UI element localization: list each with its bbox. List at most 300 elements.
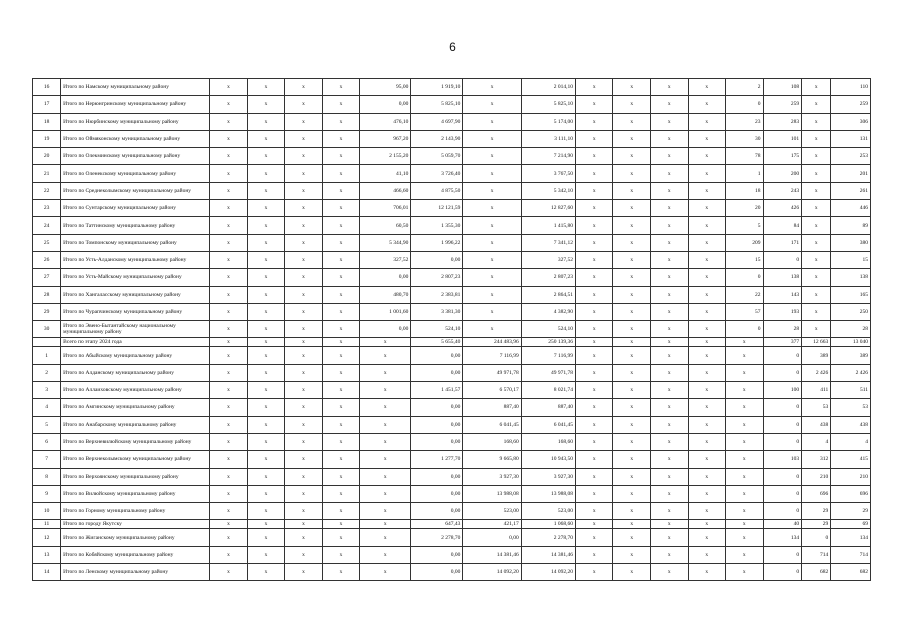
table-cell: 421,17	[463, 520, 521, 529]
district-name: Итого по Амгинскому муниципальному району	[61, 399, 210, 416]
district-name: Итого по Алданскому муниципальному району	[61, 364, 210, 381]
table-cell: x	[210, 217, 248, 234]
table-row	[33, 347, 871, 364]
table-cell: x	[575, 182, 613, 199]
table-cell: x	[575, 364, 613, 381]
table-cell: 480,70	[360, 286, 411, 303]
district-name: Итого по Абыйскому муниципальному району	[61, 347, 210, 364]
table-cell: 696	[802, 485, 831, 502]
table-cell: x	[802, 130, 831, 147]
table-cell: 0,00	[411, 564, 463, 581]
table-cell: 15	[726, 251, 764, 268]
table-cell: x	[247, 347, 285, 364]
table-cell: x	[247, 269, 285, 286]
row-number: 7	[33, 451, 61, 468]
table-cell: x	[613, 251, 651, 268]
table-row	[33, 321, 871, 338]
table-cell: x	[463, 182, 521, 199]
table-cell: x	[613, 433, 651, 450]
table-cell: x	[613, 520, 651, 529]
table-cell: x	[210, 564, 248, 581]
table-cell: x	[575, 251, 613, 268]
table-cell: 250	[831, 303, 871, 320]
table-cell: x	[726, 485, 764, 502]
table-cell: x	[651, 303, 689, 320]
table-cell: x	[726, 338, 764, 347]
table-cell: 0,00	[411, 416, 463, 433]
page-number: 6	[449, 40, 456, 54]
table-cell: x	[688, 217, 726, 234]
table-cell: x	[463, 217, 521, 234]
table-cell: x	[688, 96, 726, 113]
table-cell: 3 726,40	[411, 165, 463, 182]
table-cell: x	[247, 200, 285, 217]
table-cell: 28	[831, 321, 871, 338]
table-cell: x	[210, 182, 248, 199]
table-cell: 108	[763, 79, 802, 96]
table-row	[33, 520, 871, 529]
table-cell: 143	[763, 286, 802, 303]
table-cell: x	[651, 234, 689, 251]
table-cell: x	[285, 79, 323, 96]
table-cell: x	[210, 269, 248, 286]
table-cell: 2 155,20	[360, 148, 411, 165]
table-cell: 22	[726, 286, 764, 303]
table-cell: 0	[763, 347, 802, 364]
table-cell: x	[210, 79, 248, 96]
district-name: Итого по Аллаиховскому муниципальному району	[61, 382, 210, 399]
table-cell: 69	[831, 520, 871, 529]
table-cell: 2 807,23	[411, 269, 463, 286]
table-cell: x	[726, 364, 764, 381]
table-cell: x	[651, 96, 689, 113]
table-cell: x	[360, 564, 411, 581]
table-cell: x	[651, 286, 689, 303]
district-name: Итого по Кобяйскому муниципальному району	[61, 546, 210, 563]
table-cell: 2 383,81	[411, 286, 463, 303]
table-row	[33, 251, 871, 268]
table-cell: 5 344,90	[360, 234, 411, 251]
table-cell: x	[651, 399, 689, 416]
table-cell: x	[463, 148, 521, 165]
table-cell: x	[802, 165, 831, 182]
table-cell: x	[322, 182, 360, 199]
table-cell: x	[651, 347, 689, 364]
table-cell: x	[210, 303, 248, 320]
row-number: 10	[33, 503, 61, 520]
table-cell: x	[247, 399, 285, 416]
table-cell: x	[802, 182, 831, 199]
table-row	[33, 303, 871, 320]
table-cell: 1 001,60	[360, 303, 411, 320]
table-cell: 1 068,60	[521, 520, 575, 529]
table-cell: 103	[763, 451, 802, 468]
table-cell: x	[322, 130, 360, 147]
row-number: 27	[33, 269, 61, 286]
district-name: Итого по Вилюйскому муниципальному району	[61, 485, 210, 502]
table-cell: x	[575, 451, 613, 468]
table-cell: x	[802, 269, 831, 286]
table-cell: x	[575, 303, 613, 320]
table-cell: x	[575, 433, 613, 450]
table-cell: x	[613, 303, 651, 320]
table-cell: x	[210, 113, 248, 130]
table-row	[33, 451, 871, 468]
table-cell: 261	[831, 182, 871, 199]
table-cell: x	[688, 200, 726, 217]
table-row	[33, 416, 871, 433]
table-cell: x	[575, 234, 613, 251]
table-cell: 12 121,59	[411, 200, 463, 217]
table-cell: 134	[763, 529, 802, 546]
table-cell: x	[726, 564, 764, 581]
table-cell: x	[651, 382, 689, 399]
table-cell: 253	[831, 148, 871, 165]
table-cell: x	[651, 529, 689, 546]
table-cell: x	[651, 130, 689, 147]
table-cell: 131	[831, 130, 871, 147]
table-cell: 0,00	[411, 503, 463, 520]
table-cell: x	[285, 451, 323, 468]
table-cell: x	[613, 382, 651, 399]
table-cell: x	[651, 148, 689, 165]
table-cell: x	[688, 251, 726, 268]
table-row	[33, 286, 871, 303]
table-cell: x	[360, 347, 411, 364]
table-cell: 5 342,10	[521, 182, 575, 199]
table-cell: x	[210, 347, 248, 364]
table-cell: 250 139,36	[521, 338, 575, 347]
district-name: Итого по городу Якутску	[61, 520, 210, 529]
table-row	[33, 485, 871, 502]
table-cell: 101	[763, 130, 802, 147]
table-cell: x	[247, 148, 285, 165]
table-cell: x	[575, 130, 613, 147]
district-name: Итого по Анабарскому муниципальному району	[61, 416, 210, 433]
table-cell: x	[247, 485, 285, 502]
table-cell: x	[802, 79, 831, 96]
row-number: 18	[33, 113, 61, 130]
table-cell: 476,10	[360, 113, 411, 130]
district-name: Итого по Верхоянскому муниципальному району	[61, 468, 210, 485]
table-cell: x	[726, 399, 764, 416]
table-cell: x	[575, 217, 613, 234]
table-cell: 5 825,10	[521, 96, 575, 113]
table-cell: 243	[763, 182, 802, 199]
table-cell: x	[322, 364, 360, 381]
table-cell: 9 665,80	[463, 451, 521, 468]
table-cell: x	[651, 485, 689, 502]
table-cell: 306	[831, 113, 871, 130]
table-cell: x	[688, 321, 726, 338]
table-cell: x	[285, 165, 323, 182]
row-number: 25	[33, 234, 61, 251]
table-cell: 2 426	[831, 364, 871, 381]
table-cell: 0	[763, 433, 802, 450]
table-row	[33, 546, 871, 563]
table-cell: x	[360, 529, 411, 546]
table-row	[33, 217, 871, 234]
table-cell: x	[322, 79, 360, 96]
table-row	[33, 433, 871, 450]
table-cell: x	[210, 546, 248, 563]
table-cell: 14 092,20	[521, 564, 575, 581]
table-cell: x	[651, 433, 689, 450]
table-cell: 2	[726, 79, 764, 96]
table-cell: x	[726, 546, 764, 563]
table-row	[33, 399, 871, 416]
table-cell: 110	[831, 79, 871, 96]
table-cell: 168,60	[521, 433, 575, 450]
table-cell: 5	[726, 217, 764, 234]
table-cell: 2 426	[802, 364, 831, 381]
table-cell: 389	[802, 347, 831, 364]
table-cell: x	[247, 217, 285, 234]
table-cell: x	[688, 269, 726, 286]
table-cell: x	[651, 564, 689, 581]
table-cell: x	[463, 130, 521, 147]
table-cell: x	[726, 382, 764, 399]
table-cell: x	[322, 286, 360, 303]
table-cell: x	[613, 468, 651, 485]
table-cell: x	[463, 234, 521, 251]
table-cell: x	[322, 96, 360, 113]
table-row	[33, 130, 871, 147]
table-cell: 0	[802, 529, 831, 546]
table-cell: x	[322, 321, 360, 338]
table-cell: x	[575, 79, 613, 96]
table-cell: 1 919,10	[411, 79, 463, 96]
table-cell: 0,00	[360, 321, 411, 338]
table-cell: 0,00	[463, 529, 521, 546]
table-cell: 967,20	[360, 130, 411, 147]
table-cell: x	[247, 165, 285, 182]
table-cell: x	[613, 338, 651, 347]
table-cell: x	[613, 200, 651, 217]
table-cell: x	[285, 321, 323, 338]
table-cell: x	[575, 200, 613, 217]
table-cell: 49 971,78	[463, 364, 521, 381]
table-cell: 1 277,70	[411, 451, 463, 468]
table-cell: x	[651, 546, 689, 563]
table-cell: 0	[763, 468, 802, 485]
table-row	[33, 269, 871, 286]
row-number: 22	[33, 182, 61, 199]
district-name: Итого по Таттинскому муниципальному району	[61, 217, 210, 234]
table-cell: 28	[763, 321, 802, 338]
table-cell: x	[463, 200, 521, 217]
table-cell: x	[360, 520, 411, 529]
table-cell: x	[247, 416, 285, 433]
table-cell: 0,00	[411, 433, 463, 450]
table-cell: 0	[763, 251, 802, 268]
table-cell: 706,01	[360, 200, 411, 217]
table-cell: 312	[802, 451, 831, 468]
table-cell: 426	[763, 200, 802, 217]
table-cell: x	[651, 165, 689, 182]
table-cell: 4 382,90	[521, 303, 575, 320]
row-number: 24	[33, 217, 61, 234]
table-cell: 200	[763, 165, 802, 182]
district-name: Итого по Хангаласскому муниципальному району	[61, 286, 210, 303]
table-cell: x	[360, 468, 411, 485]
district-name: Итого по Эвено-Бытантайскому национальному муниципальному району	[61, 321, 210, 338]
table-cell: 57	[726, 303, 764, 320]
table-cell: 12 663	[802, 338, 831, 347]
table-cell: x	[322, 399, 360, 416]
table-cell: x	[613, 130, 651, 147]
table-cell: x	[210, 485, 248, 502]
row-number: 6	[33, 433, 61, 450]
table-cell: 95,00	[360, 79, 411, 96]
table-cell: x	[651, 321, 689, 338]
table-cell: x	[247, 79, 285, 96]
table-row	[33, 182, 871, 199]
table-cell: 1 996,22	[411, 234, 463, 251]
table-cell: x	[688, 165, 726, 182]
table-cell: 1 355,30	[411, 217, 463, 234]
table-cell: 0	[763, 546, 802, 563]
table-cell: x	[688, 416, 726, 433]
table-cell: 18	[726, 182, 764, 199]
table-cell: x	[360, 382, 411, 399]
table-cell: x	[210, 321, 248, 338]
table-cell: x	[322, 416, 360, 433]
table-cell: 60,50	[360, 217, 411, 234]
district-name: Итого по Томпонскому муниципальному району	[61, 234, 210, 251]
table-cell: x	[651, 338, 689, 347]
table-cell: 0,00	[360, 96, 411, 113]
row-number: 5	[33, 416, 61, 433]
row-number: 12	[33, 529, 61, 546]
table-cell: 2 014,10	[521, 79, 575, 96]
district-name: Итого по Чурапчинскому муниципальному району	[61, 303, 210, 320]
table-cell: x	[802, 148, 831, 165]
table-cell: x	[802, 200, 831, 217]
table-cell: x	[688, 520, 726, 529]
table-cell: 524,10	[521, 321, 575, 338]
table-cell: x	[322, 200, 360, 217]
table-cell: 0,00	[411, 399, 463, 416]
table-cell: 20	[726, 200, 764, 217]
table-cell: x	[210, 520, 248, 529]
table-cell: x	[285, 182, 323, 199]
table-cell: x	[802, 96, 831, 113]
table-cell: x	[651, 416, 689, 433]
table-cell: x	[210, 364, 248, 381]
table-cell: x	[322, 303, 360, 320]
table-cell: x	[613, 148, 651, 165]
table-cell: x	[285, 269, 323, 286]
row-number: 4	[33, 399, 61, 416]
table-cell: x	[802, 113, 831, 130]
table-cell: 41,10	[360, 165, 411, 182]
table-cell: x	[651, 251, 689, 268]
table-cell: x	[360, 416, 411, 433]
table-cell: 5 655,40	[411, 338, 463, 347]
table-cell: x	[613, 79, 651, 96]
table-cell: x	[247, 96, 285, 113]
table-cell: x	[285, 303, 323, 320]
table-cell: x	[575, 321, 613, 338]
table-cell: x	[210, 433, 248, 450]
table-cell: 201	[831, 165, 871, 182]
table-cell: x	[285, 503, 323, 520]
table-cell: x	[463, 321, 521, 338]
table-cell: x	[285, 399, 323, 416]
table-cell: x	[285, 468, 323, 485]
table-cell: 466,60	[360, 182, 411, 199]
row-number: 28	[33, 286, 61, 303]
table-cell: x	[322, 451, 360, 468]
table-cell: 3 927,30	[463, 468, 521, 485]
table-cell: 714	[831, 546, 871, 563]
table-row	[33, 148, 871, 165]
table-cell: x	[322, 433, 360, 450]
table-cell: x	[210, 148, 248, 165]
table-cell: x	[802, 286, 831, 303]
table-cell: 696	[831, 485, 871, 502]
table-row	[33, 96, 871, 113]
table-cell: x	[802, 217, 831, 234]
table-cell: x	[210, 96, 248, 113]
table-cell: x	[651, 269, 689, 286]
table-row	[33, 468, 871, 485]
data-table	[32, 78, 871, 581]
row-number: 1	[33, 347, 61, 364]
table-cell: 6 570,17	[463, 382, 521, 399]
table-cell: x	[285, 416, 323, 433]
table-cell: 523,00	[521, 503, 575, 520]
table-cell: x	[463, 113, 521, 130]
table-cell: x	[688, 182, 726, 199]
table-cell: x	[688, 529, 726, 546]
table-cell: x	[322, 564, 360, 581]
table-cell: 438	[831, 416, 871, 433]
table-cell: 0	[763, 485, 802, 502]
table-cell: x	[688, 130, 726, 147]
table-cell: 1	[726, 165, 764, 182]
table-cell: 7 214,90	[521, 148, 575, 165]
row-number: 11	[33, 520, 61, 529]
table-cell: x	[247, 468, 285, 485]
table-cell: 0	[763, 416, 802, 433]
table-cell: 14 381,46	[463, 546, 521, 563]
table-cell: 4 875,50	[411, 182, 463, 199]
table-cell: 4	[802, 433, 831, 450]
table-cell: 511	[831, 382, 871, 399]
table-row	[33, 364, 871, 381]
table-cell: x	[247, 364, 285, 381]
table-cell: 10 943,50	[521, 451, 575, 468]
table-cell: x	[322, 217, 360, 234]
table-cell: x	[210, 416, 248, 433]
table-cell: x	[651, 113, 689, 130]
table-cell: 389	[831, 347, 871, 364]
table-cell: x	[463, 165, 521, 182]
table-cell: x	[688, 564, 726, 581]
table-cell: x	[688, 468, 726, 485]
district-name: Итого по Нерюнгринскому муниципальному району	[61, 96, 210, 113]
table-cell: x	[322, 546, 360, 563]
table-cell: x	[688, 347, 726, 364]
table-cell: x	[322, 165, 360, 182]
table-cell: 209	[726, 234, 764, 251]
table-cell: 0	[726, 269, 764, 286]
table-cell: 2 143,90	[411, 130, 463, 147]
table-cell: 0	[726, 321, 764, 338]
table-cell: x	[210, 468, 248, 485]
